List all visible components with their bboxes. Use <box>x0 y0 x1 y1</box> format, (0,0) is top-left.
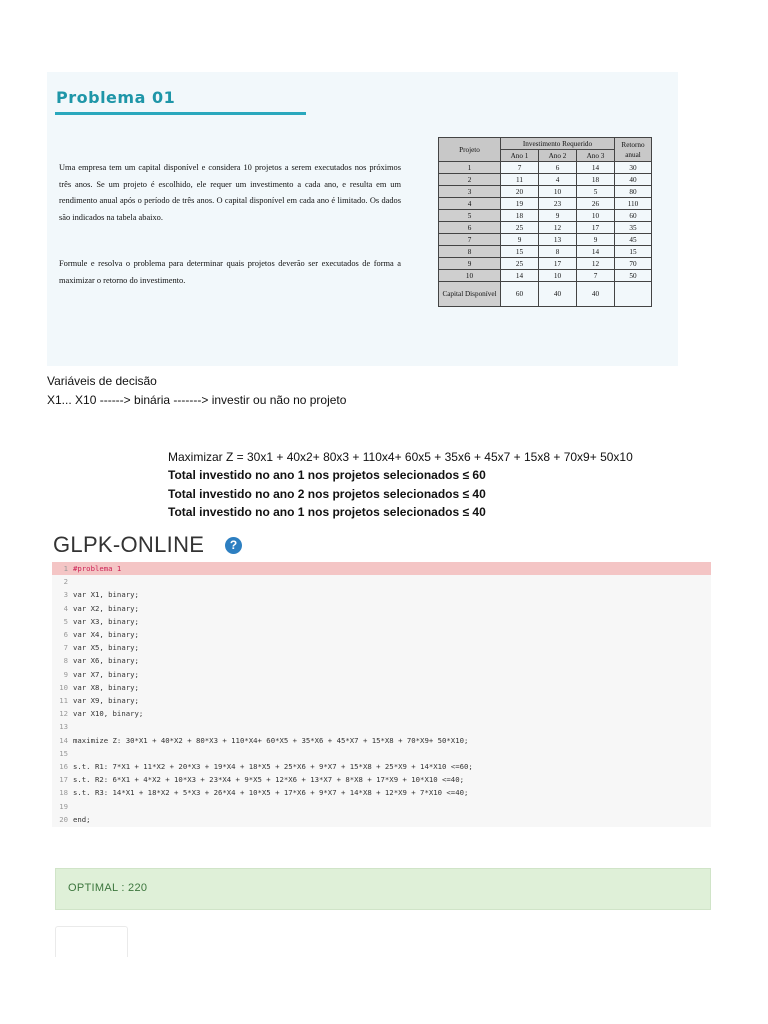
line-number: 13 <box>59 722 68 732</box>
table-row <box>439 270 652 282</box>
value-cell: 17 <box>577 222 615 234</box>
value-cell: 9 <box>539 210 577 222</box>
problem-paragraph-1: Uma empresa tem um capital disponível e considera 10 projetos a serem executados nos próximos três anos. Se um projeto é escolhido, ele requer um investimento a cada ano, e resulta em um rendimento anual após o período de três anos. O capital disponível em cada ano é limitado. Os dados são indicados na tabela abaixo. <box>59 163 401 222</box>
value-cell: 9 <box>501 234 539 246</box>
line-number: 6 <box>63 630 68 639</box>
project-cell: 6 <box>439 222 501 234</box>
capital-value: 40 <box>539 282 577 307</box>
code-text: var X7, binary; <box>73 669 139 679</box>
value-cell: 18 <box>501 210 539 222</box>
value-cell: 35 <box>615 222 652 234</box>
value-cell: 14 <box>577 246 615 258</box>
table-row <box>439 210 652 222</box>
value-cell: 45 <box>615 234 652 246</box>
code-line <box>52 747 711 760</box>
value-cell: 60 <box>615 210 652 222</box>
value-cell: 4 <box>539 174 577 186</box>
code-text: var X6, binary; <box>73 656 139 666</box>
capital-row <box>439 282 652 307</box>
value-cell: 10 <box>539 186 577 198</box>
code-line <box>52 813 711 826</box>
project-cell: 7 <box>439 234 501 246</box>
line-number: 3 <box>63 590 68 600</box>
code-line <box>52 720 711 733</box>
value-cell: 19 <box>501 198 539 210</box>
decision-vars-title: Variáveis de decisão <box>47 374 157 388</box>
constraint-2: Total investido no ano 2 nos projetos selecionados ≤ 40 <box>168 487 486 501</box>
code-text: var X3, binary; <box>73 616 139 626</box>
project-cell: 2 <box>439 174 501 186</box>
line-number: 14 <box>59 735 68 745</box>
line-number: 19 <box>59 801 68 811</box>
code-text: end; <box>73 814 91 824</box>
capital-label: Capital Disponível <box>439 282 501 307</box>
line-number: 2 <box>63 577 68 587</box>
table-row <box>439 258 652 270</box>
code-line <box>52 786 711 799</box>
value-cell: 12 <box>539 222 577 234</box>
code-editor[interactable] <box>52 562 711 827</box>
line-number: 18 <box>59 788 68 798</box>
line-number: 20 <box>59 814 68 824</box>
project-cell: 8 <box>439 246 501 258</box>
capital-value <box>615 282 652 307</box>
value-cell: 110 <box>615 198 652 210</box>
value-cell: 80 <box>615 186 652 198</box>
code-text: var X10, binary; <box>73 709 144 719</box>
value-cell: 12 <box>577 258 615 270</box>
capital-value: 60 <box>501 282 539 307</box>
help-icon[interactable]: ? <box>225 537 242 554</box>
objective-function: Maximizar Z = 30x1 + 40x2+ 80x3 + 110x4+ 60x5 + 35x6 + 45x7 + 15x8 + 70x9+ 50x10 <box>168 450 633 464</box>
code-line <box>52 668 711 681</box>
line-number: 17 <box>59 775 68 785</box>
code-line <box>52 562 711 575</box>
value-cell: 70 <box>615 258 652 270</box>
table-body <box>439 162 652 307</box>
code-text: s.t. R3: 14*X1 + 18*X2 + 5*X3 + 26*X4 + 10*X5 + 17*X6 + 9*X7 + 14*X8 + 12*X9 + 7*X10 <=40; <box>73 788 469 798</box>
code-line <box>52 654 711 667</box>
problem-paragraph-2: Formule e resolva o problema para determinar quais projetos deverão ser executados de forma a maximizar o retorno do investimento. <box>59 259 401 285</box>
code-line <box>52 575 711 588</box>
code-line <box>52 602 711 615</box>
line-number: 10 <box>59 682 68 692</box>
header-ano-3: Ano 3 <box>577 150 615 162</box>
constraint-1: Total investido no ano 1 nos projetos selecionados ≤ 60 <box>168 468 486 482</box>
code-line <box>52 681 711 694</box>
code-text: var X9, binary; <box>73 696 139 705</box>
glpk-title: GLPK-ONLINE <box>53 532 205 557</box>
value-cell: 18 <box>577 174 615 186</box>
value-cell: 14 <box>501 270 539 282</box>
value-cell: 20 <box>501 186 539 198</box>
line-number: 15 <box>59 748 68 758</box>
value-cell: 30 <box>615 162 652 174</box>
header-investimento: Investimento Requerido <box>501 138 615 150</box>
code-text: s.t. R2: 6*X1 + 4*X2 + 10*X3 + 23*X4 + 9*X5 + 12*X6 + 13*X7 + 8*X8 + 17*X9 + 10*X10 <=40; <box>73 775 464 785</box>
problem-card <box>47 72 678 366</box>
table-row <box>439 198 652 210</box>
code-line <box>52 694 711 707</box>
header-projeto: Projeto <box>439 138 501 162</box>
result-text: OPTIMAL : 220 <box>68 882 148 894</box>
project-cell: 4 <box>439 198 501 210</box>
code-line <box>52 615 711 628</box>
line-number: 9 <box>63 669 68 679</box>
code-line <box>52 760 711 773</box>
code-line <box>52 588 711 601</box>
value-cell: 10 <box>539 270 577 282</box>
value-cell: 50 <box>615 270 652 282</box>
value-cell: 7 <box>501 162 539 174</box>
value-cell: 14 <box>577 162 615 174</box>
header-retorno: Retorno anual <box>615 138 652 162</box>
value-cell: 15 <box>501 246 539 258</box>
table-row <box>439 234 652 246</box>
project-cell: 5 <box>439 210 501 222</box>
table-row <box>439 246 652 258</box>
project-cell: 3 <box>439 186 501 198</box>
project-cell: 10 <box>439 270 501 282</box>
code-text: #problema 1 <box>73 564 122 573</box>
problem-title: Problema 01 <box>56 88 176 107</box>
value-cell: 17 <box>539 258 577 270</box>
code-text: var X1, binary; <box>73 590 139 600</box>
project-cell: 9 <box>439 258 501 270</box>
table-row <box>439 222 652 234</box>
value-cell: 9 <box>577 234 615 246</box>
value-cell: 25 <box>501 222 539 234</box>
investment-table <box>438 137 652 307</box>
value-cell: 15 <box>615 246 652 258</box>
project-cell: 1 <box>439 162 501 174</box>
value-cell: 8 <box>539 246 577 258</box>
code-text: var X4, binary; <box>73 630 139 639</box>
value-cell: 6 <box>539 162 577 174</box>
line-number: 11 <box>59 696 68 705</box>
code-text: var X2, binary; <box>73 603 139 613</box>
code-text: var X8, binary; <box>73 682 139 692</box>
value-cell: 5 <box>577 186 615 198</box>
line-number: 12 <box>59 709 68 719</box>
code-line <box>52 628 711 641</box>
header-ano-1: Ano 1 <box>501 150 539 162</box>
code-text: s.t. R1: 7*X1 + 11*X2 + 20*X3 + 19*X4 + 18*X5 + 25*X6 + 9*X7 + 15*X8 + 25*X9 + 14*X10 <=60; <box>73 762 473 771</box>
output-tab[interactable] <box>55 926 128 957</box>
code-line <box>52 800 711 813</box>
line-number: 4 <box>63 603 68 613</box>
value-cell: 26 <box>577 198 615 210</box>
value-cell: 10 <box>577 210 615 222</box>
header-ano-2: Ano 2 <box>539 150 577 162</box>
code-line <box>52 641 711 654</box>
line-number: 1 <box>63 564 68 573</box>
line-number: 5 <box>63 616 68 626</box>
code-text: var X5, binary; <box>73 643 139 653</box>
table-row <box>439 186 652 198</box>
line-number: 16 <box>59 762 68 771</box>
capital-value: 40 <box>577 282 615 307</box>
code-line <box>52 734 711 747</box>
value-cell: 25 <box>501 258 539 270</box>
line-number: 8 <box>63 656 68 666</box>
code-text: maximize Z: 30*X1 + 40*X2 + 80*X3 + 110*X4+ 60*X5 + 35*X6 + 45*X7 + 15*X8 + 70*X9+ 50*X10; <box>73 735 469 745</box>
table-row <box>439 174 652 186</box>
value-cell: 23 <box>539 198 577 210</box>
table-row <box>439 162 652 174</box>
result-alert <box>55 868 711 910</box>
value-cell: 40 <box>615 174 652 186</box>
title-underline <box>55 112 306 115</box>
value-cell: 13 <box>539 234 577 246</box>
code-line <box>52 707 711 720</box>
value-cell: 11 <box>501 174 539 186</box>
value-cell: 7 <box>577 270 615 282</box>
decision-vars-line: X1... X10 ------> binária -------> investir ou não no projeto <box>47 393 347 407</box>
code-line <box>52 773 711 786</box>
line-number: 7 <box>63 643 68 653</box>
constraint-3: Total investido no ano 1 nos projetos selecionados ≤ 40 <box>168 505 486 519</box>
